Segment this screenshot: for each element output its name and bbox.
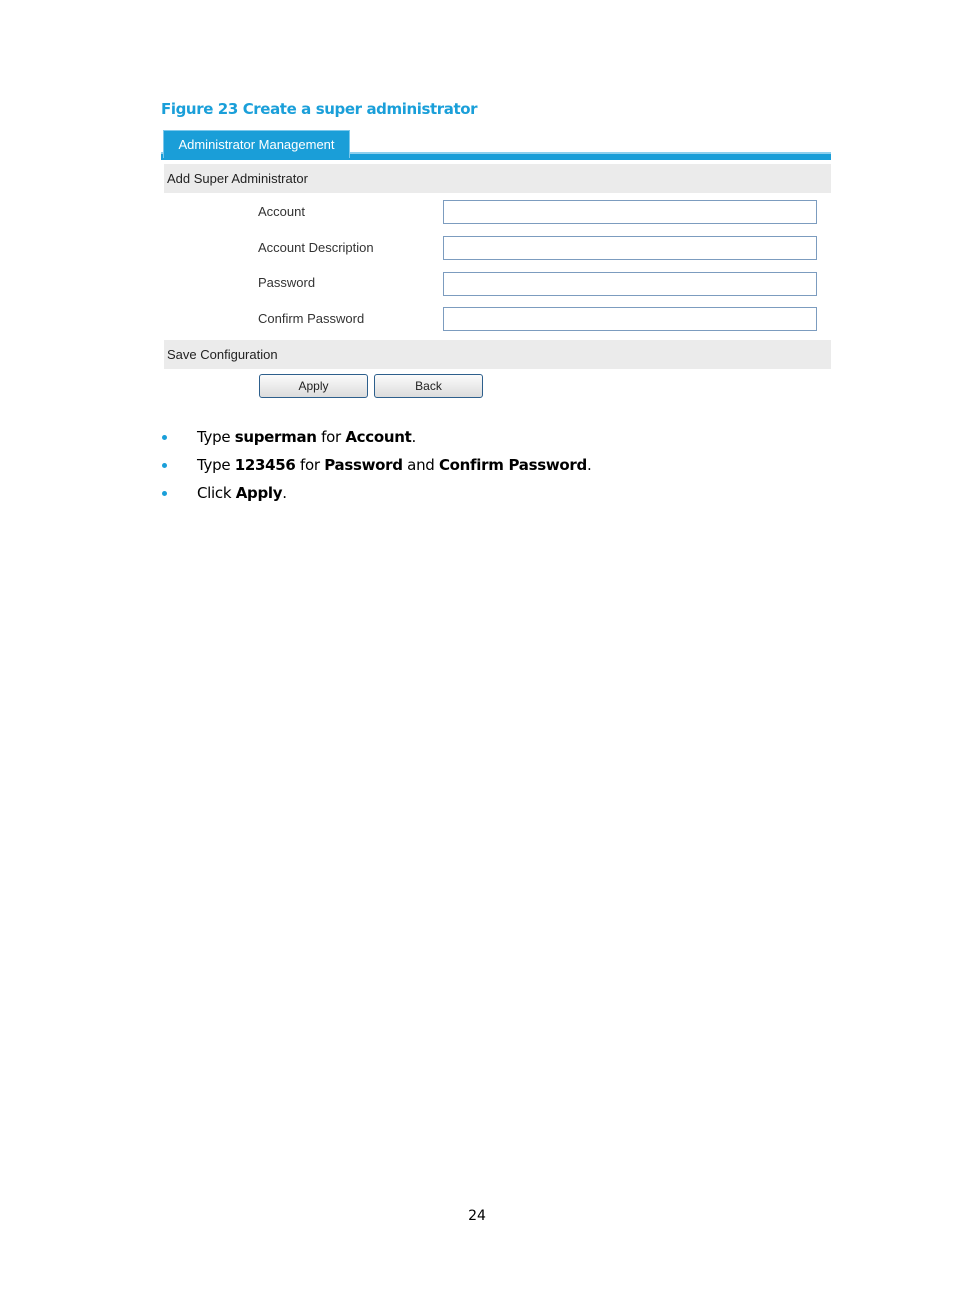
list-item: Type 123456 for Password and Confirm Password. xyxy=(161,454,591,482)
back-button[interactable]: Back xyxy=(374,374,483,398)
list-item: Type superman for Account. xyxy=(161,426,591,454)
bullet-icon xyxy=(162,435,167,440)
bullet-icon xyxy=(162,463,167,468)
bullet-icon xyxy=(162,491,167,496)
admin-management-screenshot xyxy=(161,130,831,405)
password-label: Password xyxy=(258,275,316,290)
save-configuration-section-title: Save Configuration xyxy=(164,340,831,369)
figure-caption: Figure 23 Create a super administrator xyxy=(161,100,478,118)
tab-administrator-management[interactable]: Administrator Management xyxy=(163,130,350,158)
apply-button[interactable]: Apply xyxy=(259,374,368,398)
instruction-list xyxy=(161,426,591,510)
account-description-label: Account Description xyxy=(258,240,374,255)
account-label: Account xyxy=(258,204,305,219)
list-item: Click Apply. xyxy=(161,482,591,510)
confirm-password-input[interactable] xyxy=(443,307,817,331)
confirm-password-label: Confirm Password xyxy=(258,311,365,326)
password-input[interactable] xyxy=(443,272,817,296)
account-input[interactable] xyxy=(443,200,817,224)
account-description-input[interactable] xyxy=(443,236,817,260)
page-number: 24 xyxy=(468,1208,486,1224)
add-super-admin-section-title: Add Super Administrator xyxy=(164,164,831,193)
